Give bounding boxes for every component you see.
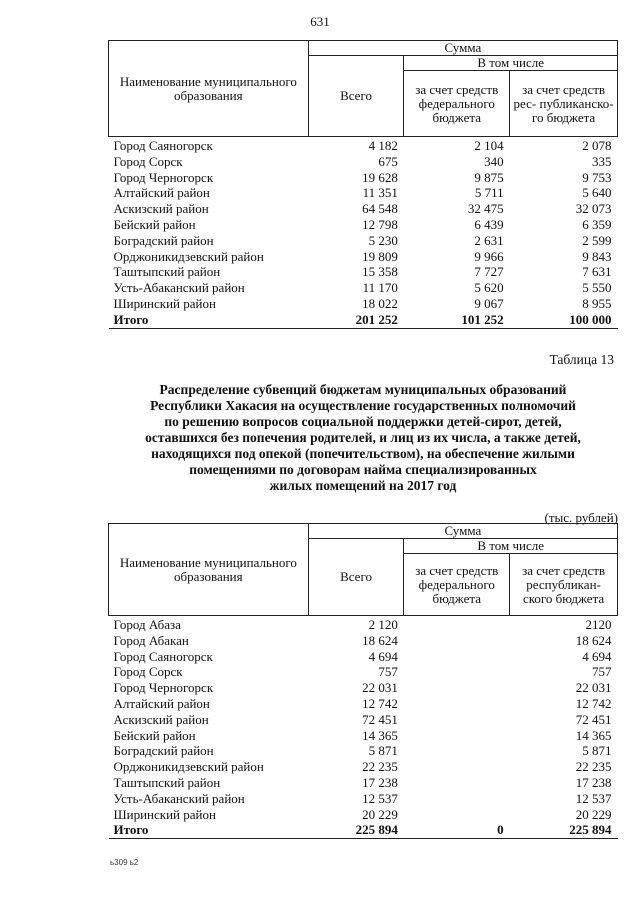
- municipality-cell: Город Сорск: [113, 153, 183, 169]
- republic-cell: 4 694: [582, 648, 612, 664]
- republic-cell: 9 843: [582, 248, 612, 264]
- table-row: [109, 249, 618, 265]
- total-cell: 64 548: [362, 201, 398, 217]
- federal-cell: 5 711: [474, 185, 504, 201]
- heading-line: Распределение субвенций бюджетам муниципальных образований: [159, 382, 567, 397]
- total-cell: 18 624: [362, 632, 398, 648]
- municipality-cell: Боградский район: [113, 743, 214, 759]
- total-cell: 22 031: [362, 680, 398, 696]
- total-cell: 4 694: [368, 648, 398, 664]
- header-sum: Сумма: [308, 524, 617, 539]
- municipality-cell: Город Абаза: [113, 617, 181, 632]
- table-row: [109, 217, 618, 233]
- federal-cell: 9 966: [474, 248, 504, 264]
- total-cell: 12 742: [362, 695, 398, 711]
- republic-cell: 2120: [585, 617, 612, 632]
- header-municipality: Наименование муниципального образования: [109, 41, 309, 137]
- total-cell: 2 120: [368, 617, 398, 632]
- republic-cell: 100 000: [569, 311, 612, 327]
- table-row: [109, 137, 618, 154]
- municipality-cell: Город Сорск: [113, 664, 183, 680]
- federal-cell: [404, 712, 510, 728]
- municipality-cell: Усть-Абаканский район: [113, 280, 245, 296]
- table-row: [109, 170, 618, 186]
- republic-cell: 17 238: [575, 774, 612, 790]
- heading-line: жилых помещений на 2017 год: [269, 478, 457, 493]
- municipality-cell: Алтайский район: [113, 185, 210, 201]
- municipality-cell: Бейский район: [113, 216, 196, 232]
- total-cell: 5 230: [368, 232, 398, 248]
- heading-line: помещениями по договорам найма специализированных: [189, 462, 537, 477]
- total-cell: 757: [378, 664, 398, 680]
- page-number: 631: [310, 14, 330, 29]
- republic-cell: 12 742: [575, 695, 612, 711]
- table-row: [109, 680, 618, 696]
- federal-cell: [404, 616, 510, 633]
- federal-cell: [404, 743, 510, 759]
- municipality-cell: Город Черногорск: [113, 680, 214, 696]
- republic-cell: 5 550: [582, 280, 612, 296]
- table-row: [109, 807, 618, 823]
- municipality-cell: Орджоникидзевский район: [113, 248, 264, 264]
- table-heading: [108, 382, 618, 494]
- federal-cell: [404, 680, 510, 696]
- federal-cell: 32 475: [467, 201, 504, 217]
- header-in-that-number: В том числе: [404, 539, 618, 554]
- total-cell: 12 537: [362, 790, 398, 806]
- municipality-cell: Орджоникидзевский район: [113, 759, 264, 775]
- republic-cell: 5 871: [582, 743, 612, 759]
- republic-cell: 2 599: [582, 232, 612, 248]
- municipality-cell: Усть-Абаканский район: [113, 790, 245, 806]
- table-row: [109, 154, 618, 170]
- table-row: [109, 649, 618, 665]
- republic-cell: 2 078: [582, 138, 612, 153]
- municipality-cell: Бейский район: [113, 727, 196, 743]
- municipality-cell: Аскизский район: [113, 201, 209, 217]
- table-row: [109, 185, 618, 201]
- total-cell: 5 871: [368, 743, 398, 759]
- table-row: [109, 743, 618, 759]
- table-row: [109, 201, 618, 217]
- table-row: [109, 759, 618, 775]
- federal-cell: 9 875: [474, 169, 504, 185]
- municipality-cell: Ширинский район: [113, 295, 216, 311]
- municipality-cell: Ширинский район: [113, 806, 216, 822]
- heading-line: по решению вопросов социальной поддержки детей-сирот, детей,: [164, 414, 562, 429]
- table-row: [109, 280, 618, 296]
- federal-cell: [404, 807, 510, 823]
- municipality-cell: Город Саяногорск: [113, 648, 213, 664]
- table-row: [109, 696, 618, 712]
- federal-cell: 5 620: [474, 280, 504, 296]
- municipality-cell: Итого: [113, 311, 149, 327]
- municipality-cell: Итого: [113, 822, 149, 838]
- federal-cell: [404, 696, 510, 712]
- total-cell: 15 358: [362, 264, 398, 280]
- federal-cell: [404, 728, 510, 744]
- total-cell: 20 229: [362, 806, 398, 822]
- municipality-cell: Боградский район: [113, 232, 214, 248]
- units-label: (тыс. рублей): [544, 510, 618, 525]
- total-cell: 18 022: [362, 295, 398, 311]
- total-cell: 22 235: [362, 759, 398, 775]
- republic-cell: 72 451: [575, 711, 612, 727]
- header-republic: за счет средств республикан- ского бюджета: [510, 554, 618, 616]
- header-republic: за счет средств рес- публиканско- го бюджета: [510, 71, 618, 137]
- heading-line: Республики Хакасия на осуществление государственных полномочий: [150, 398, 576, 413]
- header-sum: Сумма: [308, 41, 617, 56]
- total-cell: 11 351: [362, 185, 398, 201]
- table-row: [109, 233, 618, 249]
- federal-cell: [404, 633, 510, 649]
- table-row: [109, 775, 618, 791]
- republic-cell: 7 631: [582, 264, 612, 280]
- header-federal: за счет средств федерального бюджета: [404, 554, 510, 616]
- municipality-cell: Таштыпский район: [113, 774, 221, 790]
- municipality-cell: Город Абакан: [113, 632, 189, 648]
- heading-line: находящихся под опекой (попечительством), на обеспечение жилыми: [151, 446, 575, 461]
- republic-cell: 22 235: [575, 759, 612, 775]
- total-cell: 17 238: [362, 774, 398, 790]
- table-row: [109, 728, 618, 744]
- table-row: [109, 822, 618, 838]
- table-row: [109, 712, 618, 728]
- table-row: [109, 264, 618, 280]
- federal-cell: [404, 759, 510, 775]
- header-in-that-number: В том числе: [404, 56, 618, 71]
- republic-cell: 20 229: [575, 806, 612, 822]
- total-cell: 201 252: [355, 311, 398, 327]
- federal-cell: [404, 775, 510, 791]
- republic-cell: 8 955: [582, 295, 612, 311]
- federal-cell: 2 631: [474, 232, 504, 248]
- table-row: [109, 616, 618, 633]
- table-row: [109, 791, 618, 807]
- subsidy-table-1: [108, 40, 618, 329]
- municipality-cell: Город Черногорск: [113, 169, 214, 185]
- table-row: [109, 664, 618, 680]
- table-row: [109, 296, 618, 312]
- municipality-cell: Алтайский район: [113, 695, 210, 711]
- republic-cell: 12 537: [575, 790, 612, 806]
- federal-cell: 7 727: [474, 264, 504, 280]
- municipality-cell: Таштыпский район: [113, 264, 221, 280]
- table-row: [109, 633, 618, 649]
- republic-cell: 225 894: [569, 822, 612, 838]
- republic-cell: 22 031: [575, 680, 612, 696]
- federal-cell: [404, 664, 510, 680]
- republic-cell: 335: [592, 153, 612, 169]
- republic-cell: 14 365: [575, 727, 612, 743]
- federal-cell: 0: [497, 822, 504, 838]
- municipality-cell: Аскизский район: [113, 711, 209, 727]
- total-cell: 19 628: [362, 169, 398, 185]
- federal-cell: 6 439: [474, 216, 504, 232]
- subsidy-table-2: [108, 523, 618, 839]
- total-cell: 72 451: [362, 711, 398, 727]
- table-row: [109, 312, 618, 328]
- table-number: Таблица 13: [549, 352, 614, 367]
- heading-line: оставшихся без попечения родителей, и лиц из их числа, а также детей,: [145, 430, 581, 445]
- header-municipality: Наименование муниципального образования: [109, 524, 309, 616]
- municipality-cell: Город Саяногорск: [113, 138, 213, 153]
- footer-code: ь309 ь2: [110, 858, 139, 867]
- total-cell: 12 798: [362, 216, 398, 232]
- republic-cell: 5 640: [582, 185, 612, 201]
- republic-cell: 9 753: [582, 169, 612, 185]
- header-total: Всего: [308, 539, 404, 616]
- republic-cell: 32 073: [575, 201, 612, 217]
- republic-cell: 18 624: [575, 632, 612, 648]
- total-cell: 675: [378, 153, 398, 169]
- republic-cell: 757: [592, 664, 612, 680]
- header-total: Всего: [308, 56, 404, 137]
- total-cell: 19 809: [362, 248, 398, 264]
- federal-cell: [404, 649, 510, 665]
- federal-cell: [404, 791, 510, 807]
- total-cell: 4 182: [368, 138, 398, 153]
- republic-cell: 6 359: [582, 216, 612, 232]
- header-federal: за счет средств федерального бюджета: [404, 71, 510, 137]
- federal-cell: 101 252: [461, 311, 504, 327]
- total-cell: 14 365: [362, 727, 398, 743]
- total-cell: 225 894: [355, 822, 398, 838]
- total-cell: 11 170: [362, 280, 398, 296]
- federal-cell: 2 104: [474, 138, 504, 153]
- federal-cell: 9 067: [474, 295, 504, 311]
- federal-cell: 340: [484, 153, 504, 169]
